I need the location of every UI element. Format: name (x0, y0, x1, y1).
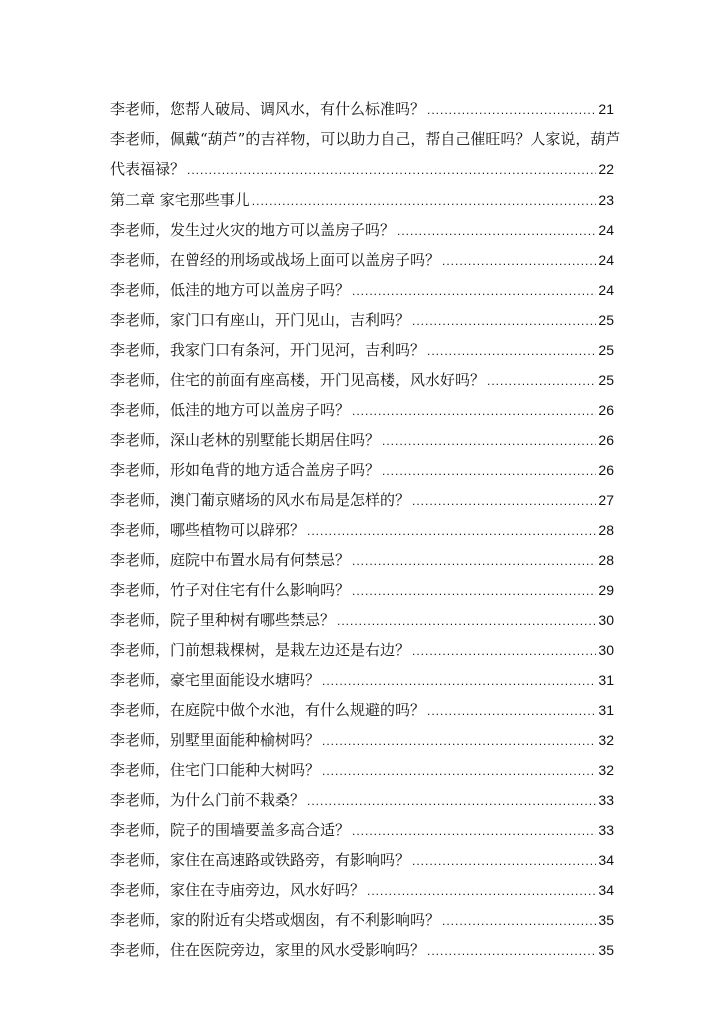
toc-entry-page: 25 (598, 372, 614, 388)
toc-entry-page: 30 (598, 642, 614, 658)
toc-entry-title: 李老师，竹子对住宅有什么影响吗？ (110, 581, 351, 599)
toc-entry-page: 25 (598, 312, 614, 328)
toc-entry[interactable] (110, 935, 614, 965)
dot-leader (367, 875, 596, 906)
toc-entry[interactable] (110, 365, 614, 395)
toc-entry-title: 李老师，低洼的地方可以盖房子吗？ (110, 401, 351, 419)
dot-leader (382, 425, 596, 456)
toc-entry[interactable] (110, 785, 614, 815)
dot-leader (427, 935, 596, 966)
toc-entry[interactable] (110, 815, 614, 845)
dot-leader (337, 605, 596, 636)
toc-entry-title: 李老师，家的附近有尖塔或烟囱，有不利影响吗？ (110, 911, 441, 929)
toc-entry[interactable] (110, 275, 614, 305)
toc-entry-page: 32 (598, 732, 614, 748)
toc-entry-page: 28 (598, 522, 614, 538)
toc-entry[interactable] (110, 124, 621, 185)
toc-entry-page: 35 (598, 942, 614, 958)
toc-entry[interactable] (110, 875, 614, 905)
toc-entry-page: 34 (598, 882, 614, 898)
toc-entry-page: 30 (598, 612, 614, 628)
toc-entry[interactable] (110, 725, 614, 755)
toc-entry-title: 李老师，形如龟背的地方适合盖房子吗？ (110, 461, 381, 479)
dot-leader (352, 545, 596, 576)
toc-entry-page: 31 (598, 702, 614, 718)
toc-entry-page: 28 (598, 552, 614, 568)
toc-entry-title: 李老师，庭院中布置水局有何禁忌？ (110, 551, 351, 569)
toc-entry-page: 33 (598, 822, 614, 838)
dot-leader (412, 305, 596, 336)
toc-entry-title: 李老师，哪些植物可以辟邪？ (110, 521, 306, 539)
toc-entry-page: 27 (598, 492, 614, 508)
toc-entry-title: 李老师，低洼的地方可以盖房子吗？ (110, 281, 351, 299)
toc-entry[interactable] (110, 545, 614, 575)
toc-entry-page: 35 (598, 912, 614, 928)
dot-leader (307, 785, 596, 816)
toc-entry[interactable] (110, 635, 614, 665)
dot-leader (252, 185, 597, 216)
dot-leader (322, 665, 596, 696)
toc-entry-title: 李老师，院子里种树有哪些禁忌？ (110, 611, 336, 629)
toc-entry[interactable] (110, 335, 614, 365)
toc-entry-page: 32 (598, 762, 614, 778)
toc-entry[interactable] (110, 425, 614, 455)
dot-leader (322, 755, 596, 786)
toc-entry[interactable] (110, 395, 614, 425)
toc-entry[interactable] (110, 485, 614, 515)
toc-entry-title: 李老师，您帮人破局、调风水，有什么标准吗？ (110, 100, 426, 118)
toc-entry-title: 李老师，住在医院旁边，家里的风水受影响吗？ (110, 941, 426, 959)
toc-entry-page: 24 (598, 252, 614, 268)
dot-leader (307, 515, 596, 546)
toc-entry-title: 李老师，在曾经的刑场或战场上面可以盖房子吗？ (110, 251, 441, 269)
toc-entry-title: 李老师，发生过火灾的地方可以盖房子吗？ (110, 221, 396, 239)
toc-entry-page: 26 (598, 432, 614, 448)
toc-entry-page: 26 (598, 462, 614, 478)
toc-chapter-entry[interactable] (110, 185, 614, 215)
toc-entry-page: 21 (598, 101, 614, 117)
toc-entry[interactable] (110, 94, 614, 124)
toc-entry-page: 34 (598, 852, 614, 868)
dot-leader (352, 395, 596, 426)
dot-leader (427, 94, 596, 125)
toc-entry-page: 24 (598, 282, 614, 298)
dot-leader (412, 485, 596, 516)
toc-entry-title: 李老师，院子的围墙要盖多高合适？ (110, 821, 351, 839)
toc-entry[interactable] (110, 755, 614, 785)
toc-entry[interactable] (110, 665, 614, 695)
toc-entry[interactable] (110, 605, 614, 635)
dot-leader (442, 905, 596, 936)
toc-entry-page: 26 (598, 402, 614, 418)
toc-entry-title: 李老师，门前想栽棵树，是栽左边还是右边？ (110, 641, 411, 659)
dot-leader (187, 154, 596, 185)
toc-entry[interactable] (110, 215, 614, 245)
toc-entry[interactable] (110, 575, 614, 605)
toc-entry[interactable] (110, 245, 614, 275)
toc-entry-title: 李老师，别墅里面能种榆树吗？ (110, 731, 321, 749)
dot-leader (427, 695, 596, 726)
toc-entry-page: 25 (598, 342, 614, 358)
dot-leader (382, 455, 596, 486)
toc-entry-title: 李老师，住宅的前面有座高楼，开门见高楼，风水好吗？ (110, 371, 486, 389)
toc-entry[interactable] (110, 515, 614, 545)
toc-entry-title: 李老师，住宅门口能种大树吗？ (110, 761, 321, 779)
toc-entry-title: 李老师，在庭院中做个水池，有什么规避的吗？ (110, 701, 426, 719)
toc-entry[interactable] (110, 905, 614, 935)
toc-entry[interactable] (110, 695, 614, 725)
dot-leader (442, 245, 596, 276)
dot-leader (397, 215, 596, 246)
toc-entry-page: 23 (598, 192, 614, 208)
dot-leader (352, 815, 596, 846)
table-of-contents (110, 94, 621, 965)
toc-entry[interactable] (110, 845, 614, 875)
toc-entry-title: 李老师，深山老林的别墅能长期居住吗？ (110, 431, 381, 449)
toc-entry[interactable] (110, 455, 614, 485)
toc-entry-title: 李老师，家住在高速路或铁路旁，有影响吗？ (110, 851, 411, 869)
dot-leader (427, 335, 596, 366)
dot-leader (322, 725, 596, 756)
dot-leader (412, 845, 596, 876)
toc-entry-page: 22 (598, 161, 614, 177)
toc-entry-page: 24 (598, 222, 614, 238)
toc-entry-page: 29 (598, 582, 614, 598)
toc-entry-title-line1: 李老师，佩戴“葫芦”的吉祥物，可以助力自己，帮自己催旺吗？人家说，葫芦 (110, 130, 621, 148)
dot-leader (487, 365, 596, 396)
toc-entry-title: 李老师，澳门葡京赌场的风水布局是怎样的？ (110, 491, 411, 509)
toc-entry-title: 李老师，豪宅里面能设水塘吗？ (110, 671, 321, 689)
dot-leader (352, 575, 596, 606)
dot-leader (412, 635, 596, 666)
toc-entry-title: 第二章 家宅那些事儿 (110, 191, 250, 209)
toc-entry-page: 31 (598, 672, 614, 688)
dot-leader (352, 275, 596, 306)
toc-entry-title: 李老师，我家门口有条河，开门见河，吉利吗？ (110, 341, 426, 359)
toc-entry-title-line2: 代表福禄？ (110, 160, 186, 178)
toc-entry-page: 33 (598, 792, 614, 808)
toc-entry[interactable] (110, 305, 614, 335)
toc-entry-title: 李老师，家门口有座山，开门见山，吉利吗？ (110, 311, 411, 329)
toc-entry-title: 李老师，家住在寺庙旁边，风水好吗？ (110, 881, 366, 899)
toc-entry-title: 李老师，为什么门前不栽桑？ (110, 791, 306, 809)
